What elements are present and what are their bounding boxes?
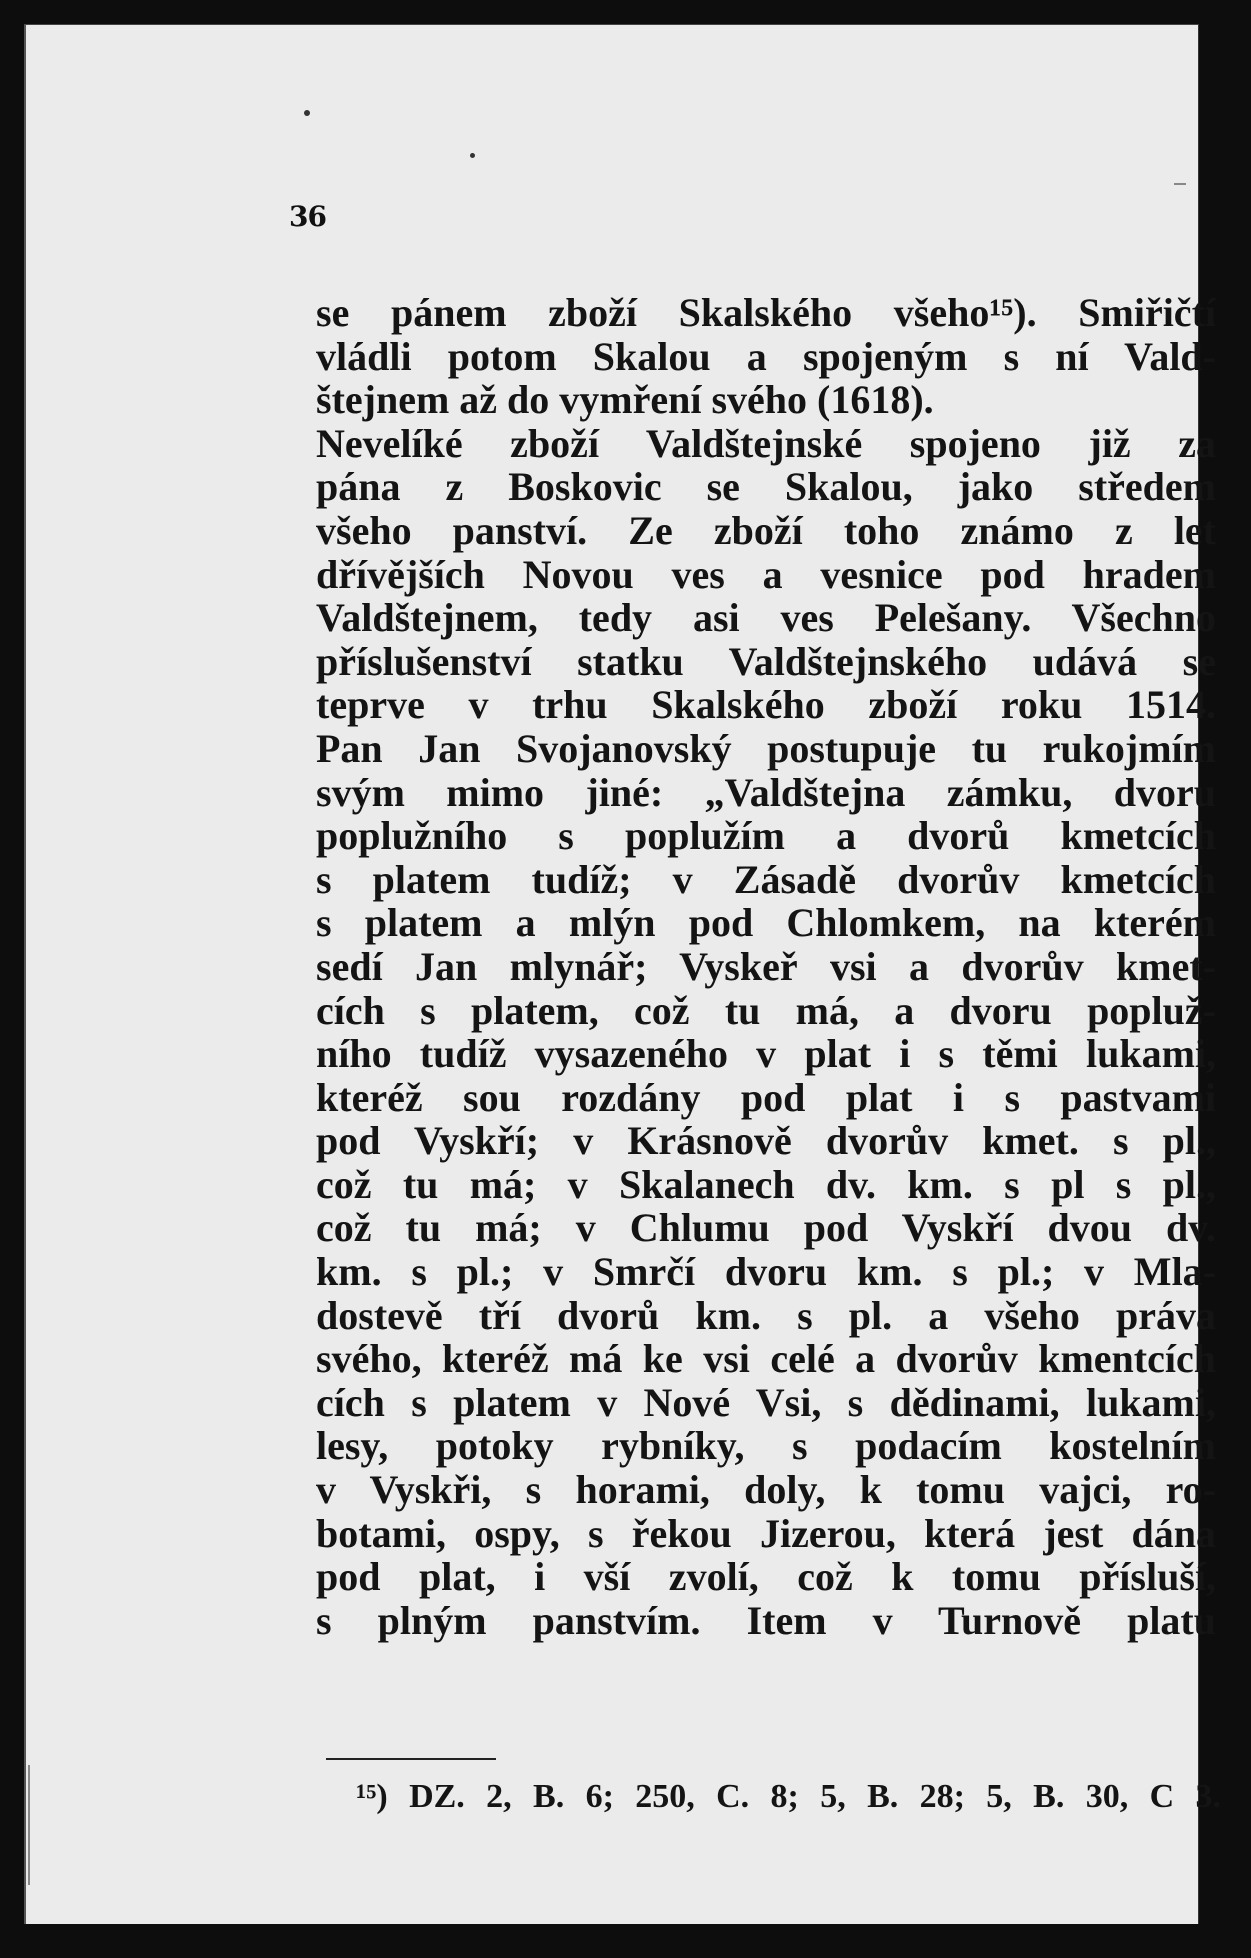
book-page: [24, 24, 1221, 1924]
text-line: poplužního s poplužím a dvorů kmetcích: [316, 813, 1216, 859]
text-line: pod Vyskří; v Krásnově dvorův kmet. s pl.,: [316, 1118, 1216, 1164]
footnote: ¹⁵) DZ. 2, B. 6; 250, C. 8; 5, B. 28; 5, B. 30, C 3.: [356, 1778, 1221, 1815]
text-line: dostevě tří dvorů km. s pl. a všeho práva: [316, 1292, 1216, 1338]
text-line: kteréž sou rozdány pod plat i s pastvami: [316, 1074, 1216, 1120]
text-line: pána z Boskovic se Skalou, jako středem: [316, 464, 1216, 510]
ink-speck: [470, 153, 475, 158]
page-edge-mark: [28, 1765, 30, 1885]
page-number: 36: [289, 200, 326, 233]
text-line: Valdštejnem, tedy asi ves Pelešany. Všechno: [316, 595, 1216, 641]
text-line: svým mimo jiné: „Valdštejna zámku, dvoru: [316, 769, 1216, 815]
text-line: svého, kteréž má ke vsi celé a dvorův kmentcích: [316, 1336, 1216, 1382]
text-line: s platem a mlýn pod Chlomkem, na kterém: [316, 900, 1216, 946]
footnote-rule: [326, 1758, 496, 1760]
text-line: cích s platem, což tu má, a dvoru popluž-: [316, 987, 1216, 1033]
page-edge-mark: [1174, 183, 1186, 185]
text-line: lesy, potoky rybníky, s podacím kostelním: [316, 1423, 1216, 1469]
text-line: Pan Jan Svojanovský postupuje tu rukojmím: [316, 725, 1216, 771]
text-line: vládli potom Skalou a spojeným s ní Vald-: [316, 333, 1216, 379]
text-line: což tu má; v Chlumu pod Vyskří dvou dv.: [316, 1205, 1216, 1251]
text-line: botami, ospy, s řekou Jizerou, která jest dána: [316, 1510, 1216, 1556]
text-line: teprve v trhu Skalského zboží roku 1514.: [316, 682, 1216, 728]
body-text: [316, 291, 1216, 1642]
text-line: cích s platem v Nové Vsi, s dědinami, lukami,: [316, 1379, 1216, 1425]
text-line: Nevelíké zboží Valdštejnské spojeno již za: [316, 420, 1216, 466]
text-line: s plným panstvím. Item v Turnově platu: [316, 1597, 1216, 1643]
text-line: s platem tudíž; v Zásadě dvorův kmetcích: [316, 856, 1216, 902]
text-line: se pánem zboží Skalského všeho¹⁵). Smiřičtí: [316, 290, 1216, 335]
text-line: v Vyskři, s horami, doly, k tomu vajci, ro-: [316, 1467, 1216, 1513]
text-line: sedí Jan mlynář; Vyskeř vsi a dvorův kmet-: [316, 943, 1216, 989]
text-line: pod plat, i vší zvolí, což k tomu přísluší,: [316, 1554, 1216, 1600]
text-line: což tu má; v Skalanech dv. km. s pl s pl.,: [316, 1161, 1216, 1207]
ink-speck: [304, 110, 310, 116]
text-line: štejnem až do vymření svého (1618).: [316, 377, 934, 423]
text-line: příslušenství statku Valdštejnského udává se: [316, 638, 1216, 684]
text-line: km. s pl.; v Smrčí dvoru km. s pl.; v Mla-: [316, 1249, 1216, 1295]
text-line: všeho panství. Ze zboží toho známo z let: [316, 507, 1216, 553]
text-line: dřívějších Novou ves a vesnice pod hradem: [316, 551, 1216, 597]
text-line: ního tudíž vysazeného v plat i s těmi lukami,: [316, 1031, 1216, 1077]
